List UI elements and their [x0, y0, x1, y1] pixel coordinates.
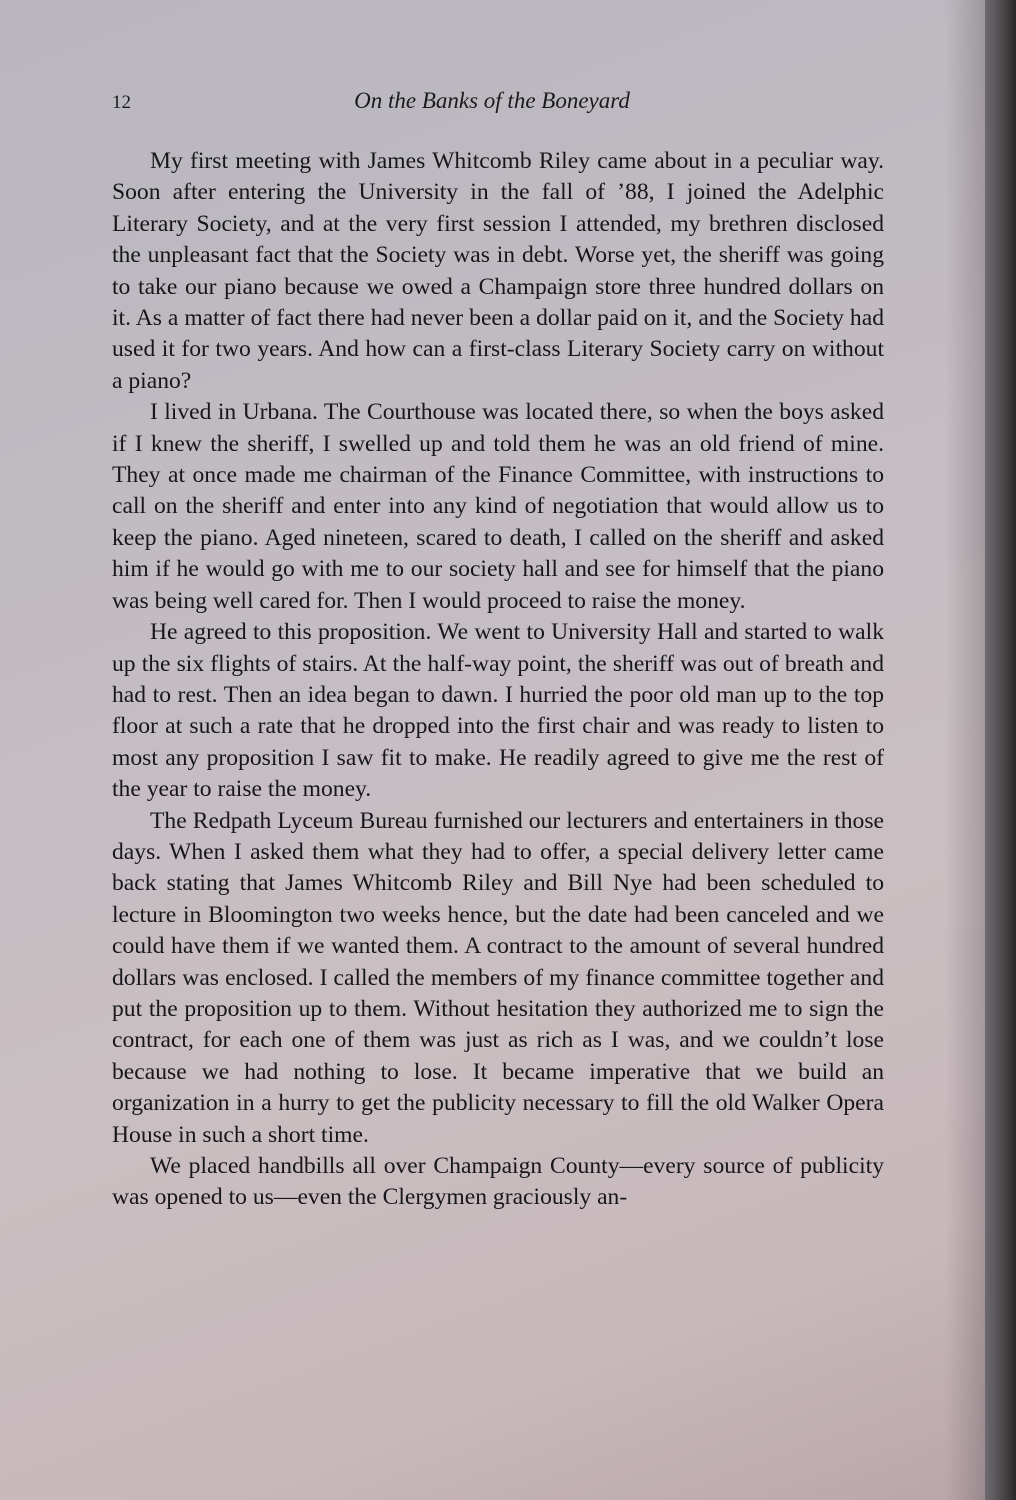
paragraph: My first meeting with James Whitcomb Riley came about in a peculiar way. Soon after entering the University in the fall of ’88, I joined the Adelphic Literary Society, and at the very first session I attended, my brethren disclosed the unpleasant fact that the Society was in debt. Worse yet, the sheriff was going to take our piano because we owed a Champaign store three hundred dollars on it. As a matter of fact there had never been a dollar paid on it, and the Society had used it for two years. And how can a first-class Literary Society carry on without a piano? [112, 148, 884, 394]
paragraph: I lived in Urbana. The Courthouse was located there, so when the boys asked if I knew the sheriff, I swelled up and told them he was an old friend of mine. They at once made me chairman of the Finance Committee, with instructions to call on the sheriff and enter into any kind of negotiation that would allow us to keep the piano. Aged nineteen, scared to death, I called on the sheriff and asked him if he would go with me to our society hall and see for himself that the piano was being well cared for. Then I would proceed to raise the money. [112, 399, 884, 614]
page-number: 12 [112, 92, 131, 113]
running-title: On the Banks of the Boneyard [354, 88, 630, 113]
paragraph: We placed handbills all over Champaign County—every source of publicity was opened to us—even the Clergymen graciously an- [112, 1153, 884, 1211]
body-text [112, 146, 884, 1214]
book-spine-edge [985, 0, 1016, 1500]
page-header [112, 88, 872, 122]
paragraph: He agreed to this proposition. We went to University Hall and started to walk up the six flights of stairs. At the half-way point, the sheriff was out of breath and had to rest. Then an idea began to dawn. I hurried the poor old man up to the top floor at such a rate that he dropped into the first chair and was ready to listen to most any proposition I saw fit to make. He readily agreed to give me the rest of the year to raise the money. [112, 619, 884, 803]
paragraph: The Redpath Lyceum Bureau furnished our lecturers and entertainers in those days. When I asked them what they had to offer, a special delivery letter came back stating that James Whitcomb Riley and Bill Nye had been scheduled to lecture in Bloomington two weeks hence, but the date had been canceled and we could have them if we wanted them. A contract to the amount of several hundred dollars was enclosed. I called the members of my finance committee together and put the proposition up to them. Without hesitation they authorized me to sign the contract, for each one of them was just as rich as I was, and we couldn’t lose because we had nothing to lose. It became imperative that we build an organization in a hurry to get the publicity necessary to fill the old Walker Opera House in such a short time. [112, 807, 884, 1148]
